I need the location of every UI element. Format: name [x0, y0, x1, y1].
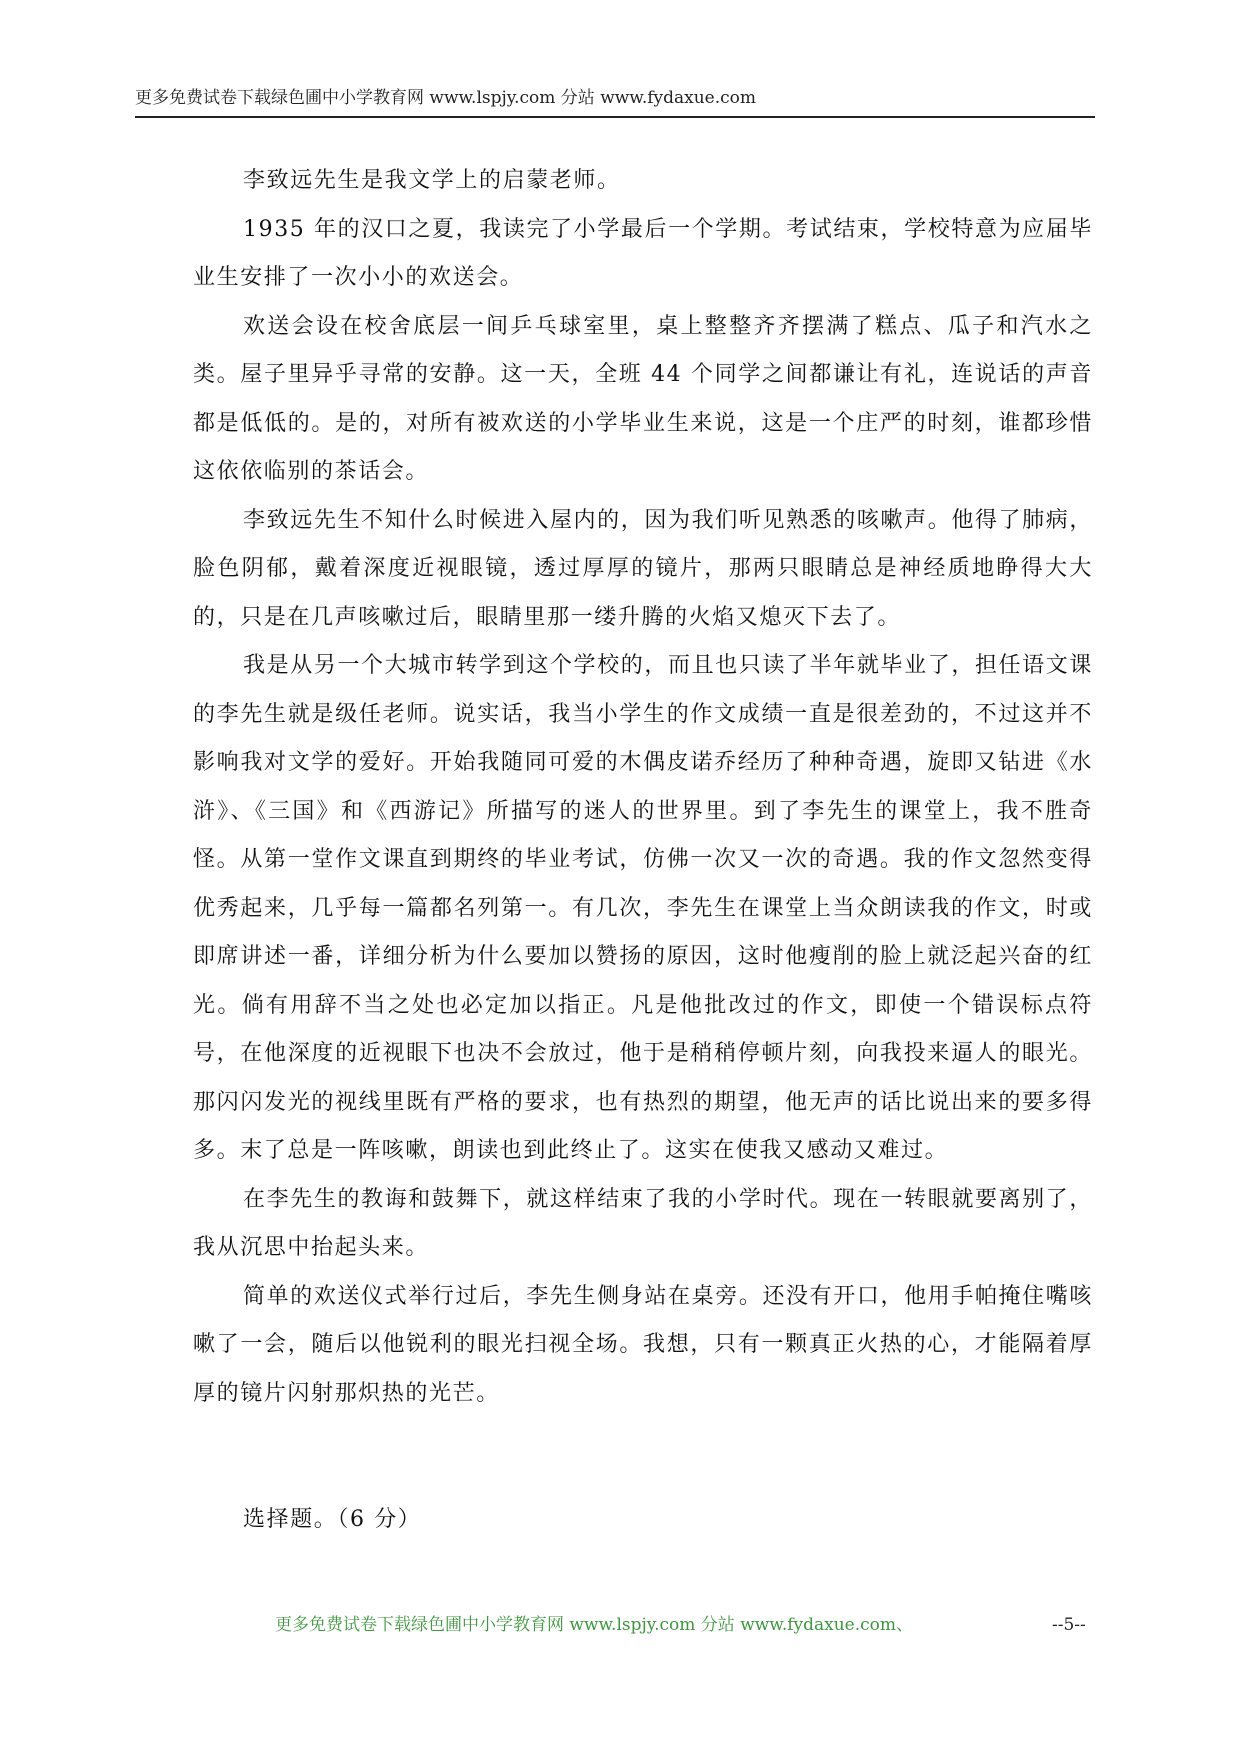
page-number: --5--: [1052, 1615, 1086, 1635]
page-header: [135, 86, 1095, 118]
paragraph-6: 在李先生的教诲和鼓舞下，就这样结束了我的小学时代。现在一转眼就要离别了，我从沉思中抬起头来。: [193, 1186, 1093, 1260]
paragraph-1: 李致远先生是我文学上的启蒙老师。: [243, 168, 621, 193]
question-heading: 选择题。（6 分）: [243, 1507, 422, 1532]
article-body: [193, 157, 1093, 1418]
paragraph-3: 欢送会设在校舍底层一间乒乓球室里，桌上整整齐齐摆满了糕点、瓜子和汽水之类。屋子里异乎寻常的安静。这一天，全班 44 个同学之间都谦让有礼，连说话的声音都是低低的。是的，对所有被欢送的小学毕业生来说，这是一个庄严的时刻，谁都珍惜这依依临别的茶话会。: [193, 313, 1093, 484]
paragraph-5: 我是从另一个大城市转学到这个学校的，而且也只读了半年就毕业了，担任语文课的李先生就是级任老师。说实话，我当小学生的作文成绩一直是很差劲的，不过这并不影响我对文学的爱好。开始我随同可爱的木偶皮诺乔经历了种种奇遇，旋即又钻进《水浒》、《三国》和《西游记》所描写的迷人的世界里。到了李先生的课堂上，我不胜奇怪。从第一堂作文课直到期终的毕业考试，仿佛一次又一次的奇遇。我的作文忽然变得优秀起来，几乎每一篇都名列第一。有几次，李先生在课堂上当众朗读我的作文，时或即席讲述一番，详细分析为什么要加以赞扬的原因，这时他瘦削的脸上就泛起兴奋的红光。倘有用辞不当之处也必定加以指正。凡是他批改过的作文，即使一个错误标点符号，在他深度的近视眼下也决不会放过，他于是稍稍停顿片刻，向我投来逼人的眼光。那闪闪发光的视线里既有严格的要求，也有热烈的期望，他无声的话比说出来的要多得多。末了总是一阵咳嗽，朗读也到此终止了。这实在使我又感动又难过。: [193, 653, 1093, 1163]
paragraph-7: 简单的欢送仪式举行过后，李先生侧身站在桌旁。还没有开口，他用手帕掩住嘴咳嗽了一会，随后以他锐利的眼光扫视全场。我想，只有一颗真正火热的心，才能隔着厚厚的镜片闪射那炽热的光芒。: [193, 1283, 1093, 1406]
footer-link-text[interactable]: 更多免费试卷下载绿色圃中小学教育网 www.lspjy.com 分站 www.fydaxue.com、: [275, 1615, 914, 1635]
paragraph-2: 1935 年的汉口之夏，我读完了小学最后一个学期。考试结束，学校特意为应届毕业生安排了一次小小的欢送会。: [193, 216, 1093, 290]
paragraph-4: 李致远先生不知什么时候进入屋内的，因为我们听见熟悉的咳嗽声。他得了肺病，脸色阴郁，戴着深度近视眼镜，透过厚厚的镜片，那两只眼睛总是神经质地睁得大大的，只是在几声咳嗽过后，眼睛里那一缕升腾的火焰又熄灭下去了。: [193, 507, 1093, 630]
header-text: 更多免费试卷下载绿色圃中小学教育网 www.lspjy.com 分站 www.fydaxue.com: [135, 88, 757, 108]
